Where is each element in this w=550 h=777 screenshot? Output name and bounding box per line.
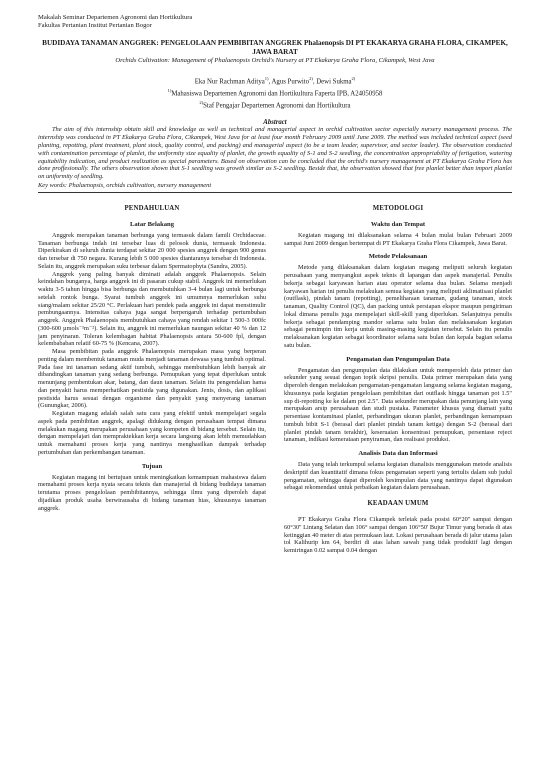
running-header [38,14,512,30]
paragraph: Kegiatan magang ini bertujuan untuk meningkatkan kemampuan mahasiswa dalam memahami proses kerja nyata secara teknis dan manajerial di bidang budidaya tanaman terutama proses pengelolaan pembibitannya, sehingga ilmu yang diperoleh dapat dijadikan produk usaha berwirausaha di bidang tanaman hias, khususnya tanaman anggrek. [38,473,266,512]
abstract-heading: Abstract [263,119,287,127]
subheading-analisis: Analisis Data dan Informasi [358,450,438,458]
paragraph: Kegiatan magang adalah salah satu cara yang efektif untuk mempelajari segala aspek pada pembibitan anggrek, apalagi didukung dengan perusahaan tempat dimana melakukan magang merupakan perusahaan yang kompeten di bidang tersebut. Selain itu, dengan mempelajari dan mempraktekkan kerja secara langsung akan lebih memudahkan untuk memahami proses kerja yang nantinya menghasilkan dampak terhadap pertumbuhan dan perkembangan tanaman. [38,410,266,456]
right-column [284,205,512,555]
paragraph: Data yang telah terkumpul selama kegiatan dianalisis menggunakan metode analisis deskriptif dan kuantitatif dimana fokus pengamatan seperti yang tertulis dalam sub judul pengamatan, sehingga dapat diperoleh kesimpulan data yang nantinya dapat digunakan sebagai rekomendasi untuk perbaikan kegiatan dalam perusahaan. [284,461,512,492]
subheading-tujuan: Tujuan [141,462,163,470]
subheading-pengamatan: Pengamatan dan Pengumpulan Data [346,355,450,363]
section-heading-pendahuluan: PENDAHULUAN [124,204,180,212]
abstract-divider [38,192,512,193]
affiliation-2: $^{2)}$Staf Pengajar Departemen Agronomi dan Hortikultura [199,99,351,109]
section-heading-metodologi: METODOLOGI [372,204,424,212]
paper-title: BUDIDAYA TANAMAN ANGGREK: PENGELOLAAN PEMBIBITAN ANGGREK Phalaenopsis DI PT EKAKARYA GRAHA FLORA, CIKAMPEK, JAWA BARAT [42,39,508,57]
author-block [38,75,512,111]
paragraph: Metode yang dilaksanakan dalam kegiatan magang meliputi seluruh kegiatan perusahaan yang menyangkut aspek teknis di lapangan dan aspek manajerial. Penulis bekerja sebagai karyawan harian atau operator selama dua bulan. Selama menjadi karyawan harian ini penulis melakukan semua kegiatan yang meliputi aklimatisasi planlet (outflask), pindah tanam (repotting), pemeliharaan tanaman, gudang tanaman, stock tanaman, Quality Control (QC), dan packing untuk persiapan ekspor maupun pengiriman lokal dimana penulis juga mempelajari skill-skill yang diperlukan. Selanjutnya penulis bekerja sebagai pendamping mandor selama satu bulan dan melaksanakan kegiatan sebagai pemimpin tim kerja untuk masing-masing kegiatan tersebut. Selain itu penulis melaksanakan kegiatan sebagai koordinator selama satu bulan dan kepala bagian selama satu bulan. [284,264,512,349]
paragraph: Anggrek yang paling banyak diminati adalah anggrek Phalaenopsis. Selain keindahan bunganya, harga anggrek ini di pasaran cukup stabil. Anggrek ini memerlukan waktu 3-5 tahun hingga bisa berbunga dan membutuhkan 3-4 bulan lagi untuk berbunga setelah rontok bunga. Syarat tumbuh anggrek ini umumnya memerlukan suhu siang/malam sekitar 25/20 °C. Perlakuan hari pendek pada anggrek ini dapat menstimulir pembungaannya. Intensitas cahaya juga sangat berpengaruh terhadap pertumbuhan anggrek. Anggrek Phalaenopsis membutuhkan cahaya yang rendah sekitar 1 500-3 000fc (300-600 µmols⁻¹m⁻²). Selain itu, anggrek ini memerlukan naungan sekitar 40 % dan 12 jam penyinaran. Toleran kelembagan habitat Phalaenopsis antara 50-600 fpl, dengan kelembababan relatif 60-75 % (Kencana, 2007). [38,270,266,348]
section-heading-keadaan-umum: KEADAAN UMUM [367,500,429,508]
paper-subtitle: Orchids Cultivation: Management of Phalaenopsis Orchid's Nursery at PT Ekakarya Graha Flora, Cikampek, West Java [115,57,435,65]
left-column [38,205,266,555]
author-names: Eka Nur Rachman Aditya$^{1)}$, Agus Purwito$^{2)}$, Dewi Sukma$^{2)}$ [194,75,356,86]
subheading-metode: Metode Pelaksanaan [368,253,428,261]
paragraph: PT Ekakarya Graha Flora Cikampek terletak pada posisi 60°20'' sampai dengan 60°30'' Lintang Selatan dan 106° sampai dengan 106°50' Bujur Timur yang berada di atas ketinggian 40 meter di atas permukaan laut. Lokasi perusahaan berada di jalur utama jalan tol Kalihurip km 64, berdiri di atas lahan sawah yang tidak produktif lagi dengan kemiringan 0.02 sampai 0.04 dengan [284,516,512,555]
body-columns [38,205,512,555]
subheading-waktu-tempat: Waktu dan Tempat [370,220,426,228]
affiliation-1: $^{1)}$Mahasiswa Departemen Agronomi dan Hortikultura Faperta IPB, A24050958 [167,87,383,97]
paragraph: Kegiatan magang ini dilaksanakan selama 4 bulan mulai bulan Februari 2009 sampai Juni 2009 dengan bertempat di PT Ekakarya Graha Flora Cikampek, Jawa Barat. [284,231,512,247]
abstract-text: The aim of this internship obtain skill and knowledge as well as technical and managerial aspect in orchid cultivation sector especially nursery management process. The internship was conducted in PT Ekakarya Graha Flora, Cikampek, West Java for at least four month February 2009 until June 2009. The method was included technical aspect (seed planting, repotting, plant treatment, plant stock, quality control, and packing) and managerial aspect (to be a team leader, supervisor, and sector leader). The observation conducted with contamination percentage of planlet, the uniformity size equality of planlet, the growth equality of S-1 and S-2 seedling, the concentration appropriability of fertigation, watering equitability indication, and product realization as special parameters. Based on observation can be concluded that the orchid's nursery management at PT Ekakarya Graha Flora has done proffesionally. The others observation shown that S-1 seedling was growth similar as S-2 seedling. Beside that, the observation showed that free planlet better than import planlet on uniformity of seedling. [38,126,512,181]
keywords: Key words: Phalaenopsis, orchids cultivation, nursery management [38,181,212,189]
paragraph: Masa pembibitan pada anggrek Phalaenopsis merupakan masa yang berperan penting dalam membentuk tanaman muda menjadi tanaman dewasa yang tumbuh optimal. Pada fase ini tanaman sedang aktif tumbuh, sehingga membutuhkan lebih banyak air dibandingkan tanaman yang sedang berbunga. Pemupukan yang tepat diperlukan untuk menunjang pembentukan akar, batang, dan daun tanaman. Selain itu pengendalian hama dan penyakit harus memperhatikan pestisida yang digunakan. Jenis, dosis, dan aplikasi pestisida harus sesuai dengan organisme dan penyakit yang menyerang tanaman (Gunungkar, 2006). [38,348,266,410]
header-line-1: Makalah Seminar Departemen Agronomi dan Hortikultura [38,14,193,21]
header-line-2: Fakultas Pertanian Institut Pertanian Bogor [38,22,152,30]
paper-page [38,14,512,555]
subheading-latar-belakang: Latar Belakang [129,220,175,228]
paragraph: Anggrek merupakan tanaman berbunga yang termasuk dalam famili Orchidaceae. Tanaman berbunga indah ini tersebar luas di pelosok dunia, termasuk Indonesia. Diperkirakan di seluruh dunia terdapat sekitar 20 000 spesies anggrek dengan 900 genus dan tersebar di 750 negara. Kurang lebih 5 000 spesies diantaranya tersebar di Indonesia. Selain itu, anggrek merupakan suku terbesar dalam Spermatophyta (Sandra, 2005). [38,231,266,270]
paragraph: Pengamatan dan pengumpulan data dilakukan untuk memperoleh data primer dan sekunder yang sesuai dengan topik skripsi penulis. Data primer merupakan data yang diperoleh dengan melakukan pengamatan-pengamatan langsung selama kegiatan magang, khususnya pada kegiatan pengelolaan pembibitan dari outflask hingga tanaman pot 1.5" sup di-repotting ke ke dalam pot 2.5". Data sekunder merupakan data penunjang lain yang merupakan arsip perusahaan dan studi pustaka. Parameter khusus yang diamati yaitu persentase kontaminasi planlet, perbandingan ukuran planlet, perbandingan kemampuan tumbuh bibit S-1 (berasal dari planlet pindah tanam ketiga) dengan S-2 (berasal dari planlet pindah tanam terakhir), keseruaian konsentrasi pemupukan, persentase reject tanaman, indikasi kemerataan penyiraman, dan realisasi produksi. [284,366,512,444]
